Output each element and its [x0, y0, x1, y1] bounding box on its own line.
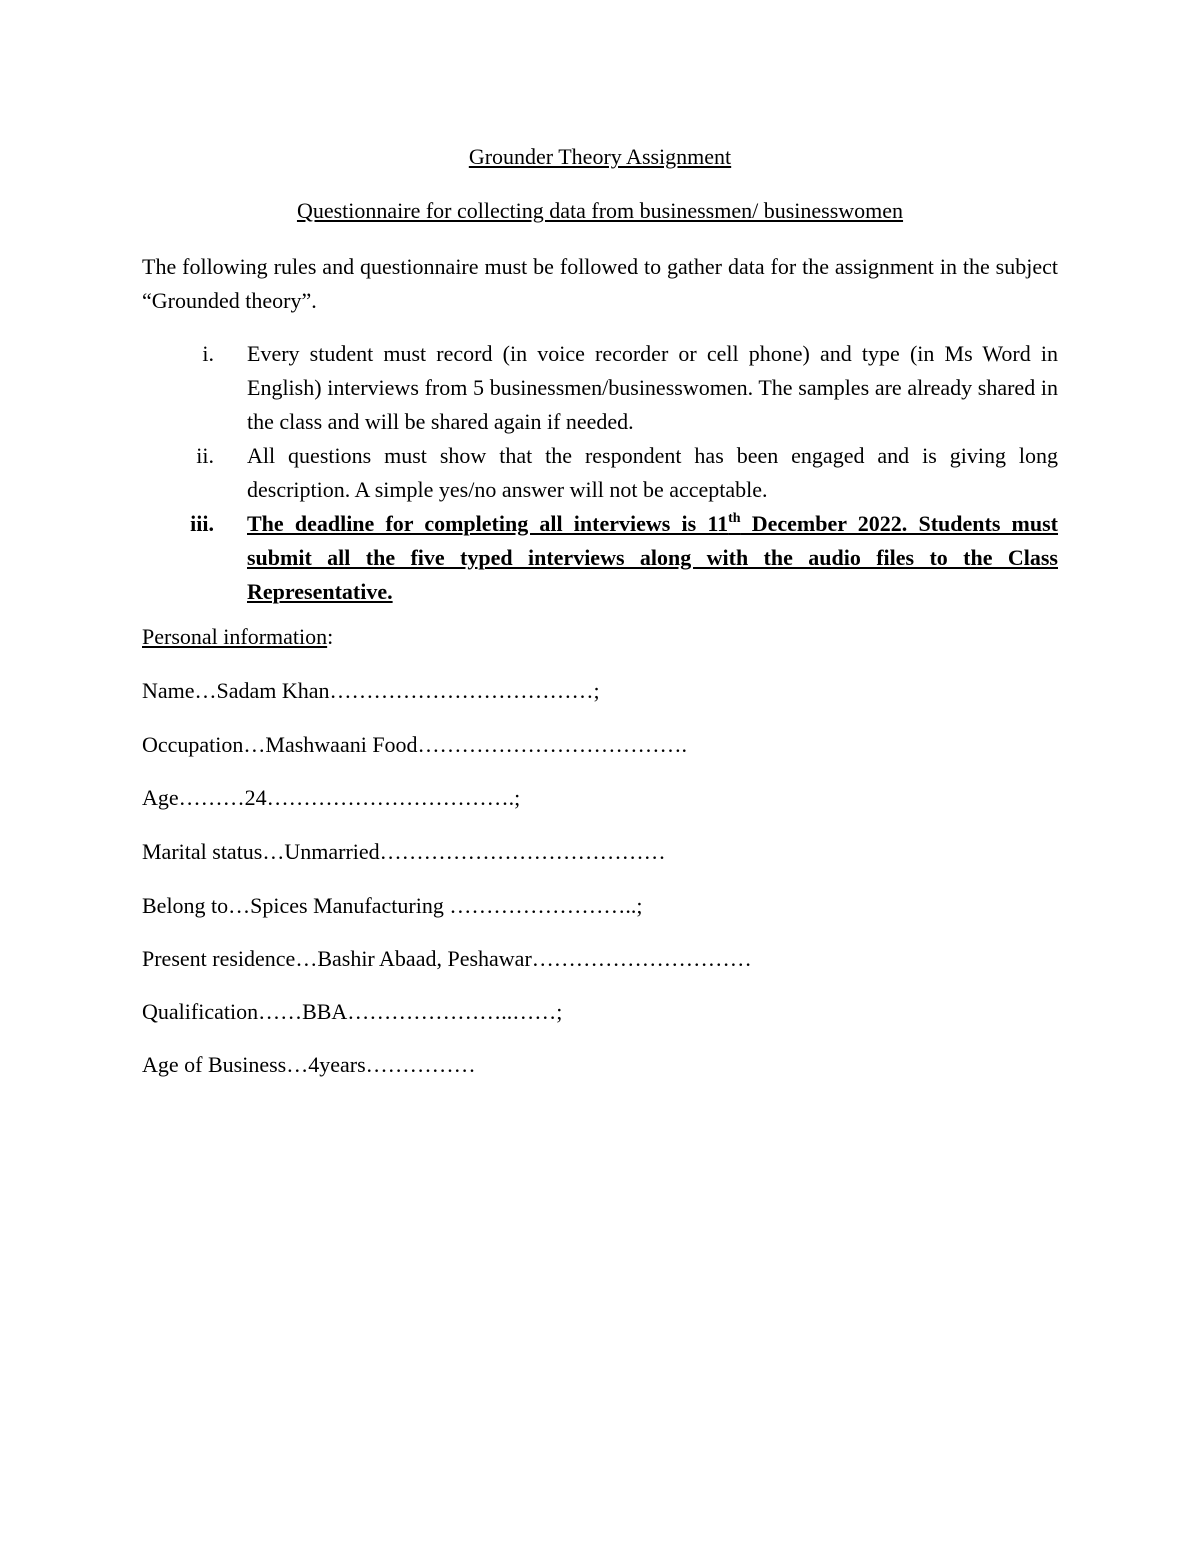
section-heading: [142, 624, 333, 650]
rules-list: [142, 337, 1058, 609]
rule-text: [247, 507, 1058, 609]
field-age-of-business: Age of Business…4years……………: [142, 1052, 476, 1077]
field-belong-to: Belong to…Spices Manufacturing ……………………..;: [142, 893, 643, 918]
field-marital-status: Marital status…Unmarried…………………………………: [142, 839, 666, 864]
deadline-text-end: December 2022. Students must submit all the five typed interviews along with the audio files to the Class Representative.: [247, 511, 1059, 604]
field-present-residence: Present residence…Bashir Abaad, Peshawar…………………………: [142, 946, 752, 971]
intro-paragraph: The following rules and questionnaire must be followed to gather data for the assignment in the subject “Grounded theory”.: [142, 254, 1058, 313]
rule-text: Every student must record (in voice recorder or cell phone) and type (in Ms Word in English) interviews from 5 businessmen/businesswomen. The samples are already shared in the class and will be shared again if needed.: [247, 341, 1058, 434]
rule-number: i.: [202, 341, 214, 366]
rule-item-deadline: [142, 507, 1058, 609]
document-subtitle: Questionnaire for collecting data from businessmen/ businesswomen: [296, 198, 904, 223]
field-age: Age………24…………………………….;: [142, 785, 521, 810]
rule-item: [142, 337, 1058, 439]
section-heading-label: Personal information: [142, 624, 328, 649]
field-occupation: Occupation…Mashwaani Food……………………………….: [142, 732, 688, 757]
field-qualification: Qualification……BBA…………………..……;: [142, 999, 563, 1024]
section-heading-colon: :: [327, 624, 334, 649]
deadline-text-start: The deadline for completing all interviews is 11: [247, 511, 729, 536]
ordinal-suffix: th: [728, 511, 741, 526]
document-title: Grounder Theory Assignment: [468, 144, 732, 169]
rule-item: [142, 439, 1058, 507]
rule-number: ii.: [196, 443, 214, 468]
rule-text: All questions must show that the respondent has been engaged and is giving long description. A simple yes/no answer will not be acceptable.: [247, 443, 1058, 502]
field-name: Name…Sadam Khan………………………………;: [142, 678, 600, 703]
rule-number: iii.: [190, 511, 214, 536]
